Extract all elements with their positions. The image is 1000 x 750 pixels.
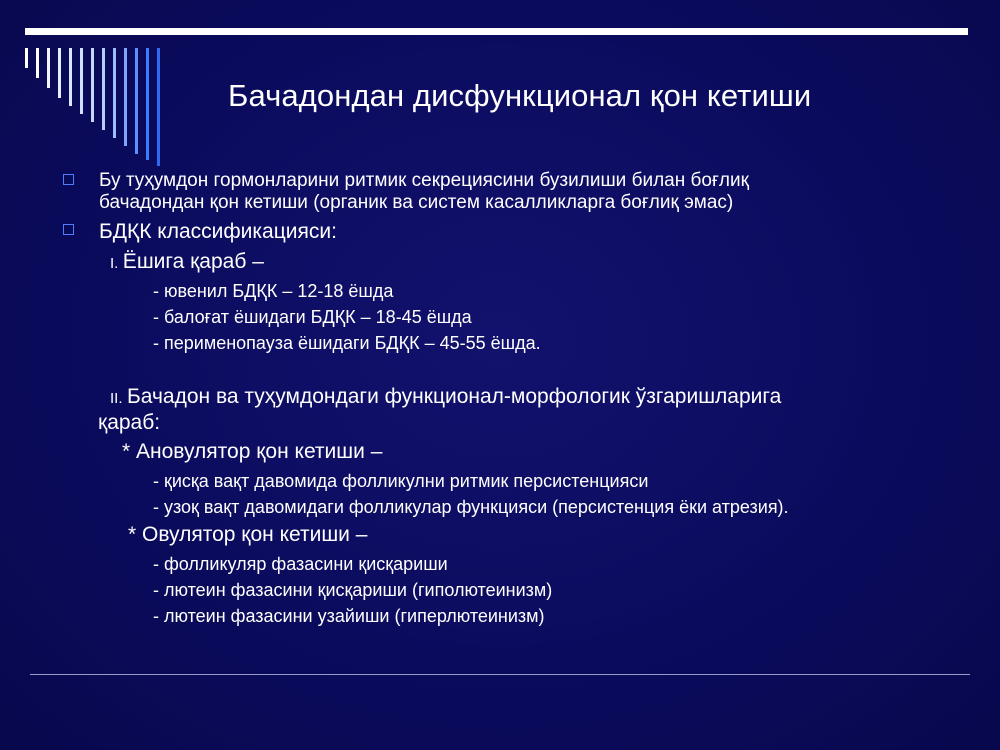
bottom-rule bbox=[30, 674, 970, 675]
section-2-text-line-2: қараб: bbox=[98, 411, 161, 434]
stripes-decoration-icon bbox=[25, 48, 175, 168]
ovulatory-item: - фолликуляр фазасини қисқариши bbox=[153, 554, 448, 574]
classification-heading: БДҚК классификацияси: bbox=[99, 220, 337, 243]
ovulatory-heading: * Овулятор қон кетиши – bbox=[128, 523, 368, 546]
paragraph-1-line-2: бачадондан қон кетиши (органик ва систем касалликларга боғлиқ эмас) bbox=[99, 192, 734, 213]
section-2-text-line-1: Бачадон ва туҳумдондаги функционал-морфологик ўзгаришларига bbox=[126, 385, 782, 408]
section-1-item: - ювенил БДҚК – 12-18 ёшда bbox=[153, 281, 394, 301]
section-1-item: - балоғат ёшидаги БДҚК – 18-45 ёшда bbox=[153, 307, 472, 327]
paragraph-1-line-1: Бу туҳумдон гормонларини ритмик секрециясини бузилиши билан боғлиқ bbox=[99, 170, 749, 191]
ovulatory-item: - лютеин фазасини қисқариши (гиполютеинизм) bbox=[153, 580, 553, 600]
square-bullet-icon bbox=[63, 224, 74, 235]
top-rule bbox=[25, 28, 968, 35]
square-bullet-icon bbox=[63, 174, 74, 185]
ovulatory-item: - лютеин фазасини узайиши (гиперлютеинизм) bbox=[153, 606, 545, 626]
slide-title: Бачадондан дисфункционал қон кетиши bbox=[228, 78, 812, 113]
section-1-number: I. bbox=[110, 255, 119, 272]
anovulatory-item: - узоқ вақт давомидаги фолликулар функцияси (персистенция ёки атрезия). bbox=[153, 497, 789, 517]
section-2-heading bbox=[110, 385, 781, 409]
section-1-text: Ёшига қараб – bbox=[122, 250, 264, 273]
anovulatory-item: - қисқа вақт давомида фолликулни ритмик персистенцияси bbox=[153, 471, 649, 491]
anovulatory-heading: * Ановулятор қон кетиши – bbox=[122, 440, 383, 463]
section-1-item: - перименопауза ёшидаги БДҚК – 45-55 ёшда. bbox=[153, 333, 541, 353]
section-1-heading bbox=[110, 250, 264, 274]
section-2-number: II. bbox=[110, 390, 123, 407]
